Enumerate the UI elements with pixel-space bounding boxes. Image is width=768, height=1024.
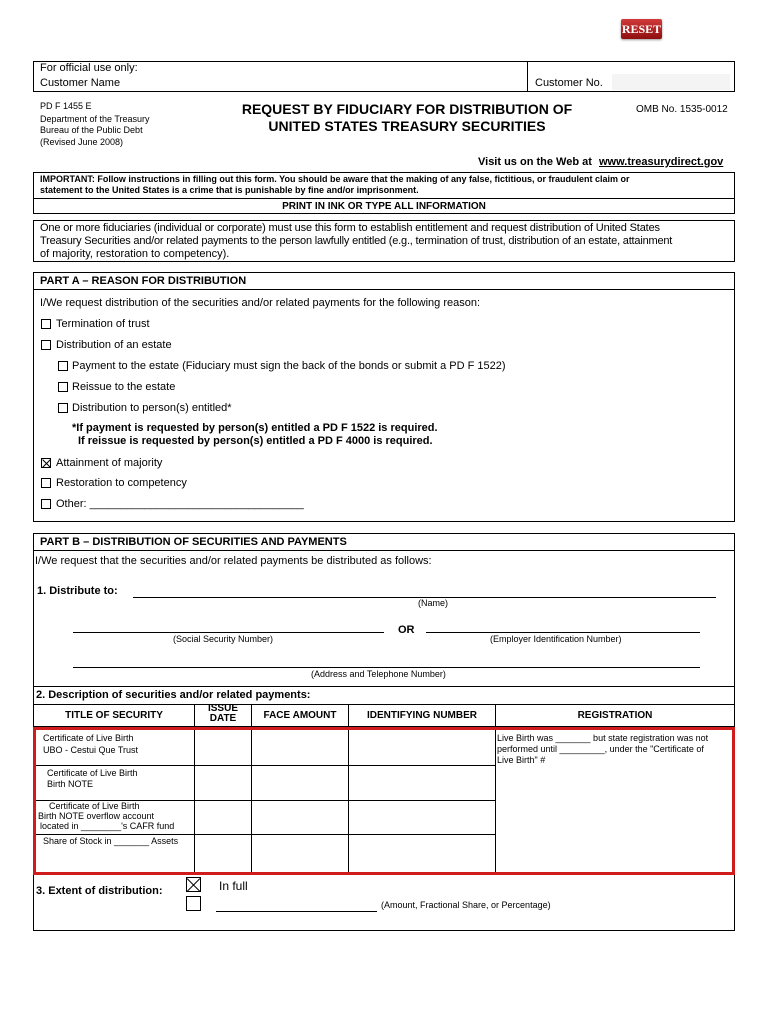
col-issue-date (195, 704, 251, 724)
highlight-box (33, 727, 735, 875)
col-identifying-number: IDENTIFYING NUMBER (367, 710, 477, 721)
note-line1: *If payment is requested by person(s) entitled a PD F 1522 is required. (72, 422, 438, 434)
extent-label: 3. Extent of distribution: (36, 885, 163, 897)
intro-line3: of majority, restoration to competency). (40, 248, 230, 260)
form-title-line2: UNITED STATES TREASURY SECURITIES (268, 118, 546, 134)
majority-checkbox[interactable] (41, 458, 51, 468)
row1-line2: UBO - Cestui Que Trust (43, 745, 139, 755)
other-checkbox[interactable] (41, 499, 51, 509)
desc-top-divider (33, 686, 735, 687)
intro-line1: One or more fiduciaries (individual or corporate) must use this form to establish entitlement and request distribution of United States (40, 222, 660, 234)
ein-line[interactable] (426, 632, 700, 633)
estate-checkbox[interactable] (41, 340, 51, 350)
competency-checkbox[interactable] (41, 478, 51, 488)
omb-number: OMB No. 1535-0012 (636, 104, 728, 115)
customer-name-label: Customer Name (40, 77, 121, 89)
dist-persons-checkbox[interactable] (58, 403, 68, 413)
in-full-checkbox[interactable] (186, 877, 201, 892)
or-label: OR (398, 624, 415, 636)
part-a-intro: I/We request distribution of the securities and/or related payments for the following reason: (40, 297, 481, 309)
row2-line1: Certificate of Live Birth (47, 768, 138, 778)
print-instruction: PRINT IN INK OR TYPE ALL INFORMATION (282, 201, 486, 212)
row2-line2: Birth NOTE (47, 779, 94, 789)
estate-label: Distribution of an estate (56, 339, 172, 351)
reset-button[interactable]: RESET (621, 19, 662, 39)
part-b-intro: I/We request that the securities and/or related payments be distributed as follows: (35, 555, 432, 567)
distribute-to-label: 1. Distribute to: (37, 585, 118, 597)
reissue-estate-label: Reissue to the estate (72, 381, 176, 393)
address-caption: (Address and Telephone Number) (311, 669, 446, 679)
visit-url-link[interactable]: www.treasurydirect.gov (599, 156, 724, 168)
col-face-amount: FACE AMOUNT (263, 710, 337, 721)
part-b-title: PART B – DISTRIBUTION OF SECURITIES AND PAYMENTS (40, 536, 347, 548)
address-line[interactable] (73, 667, 700, 668)
partial-checkbox[interactable] (186, 896, 201, 911)
registration-line1: Live Birth was _______ but state registration was not (497, 733, 709, 743)
col-registration: REGISTRATION (577, 710, 653, 721)
ein-caption: (Employer Identification Number) (490, 634, 622, 644)
dist-persons-label: Distribution to person(s) entitled* (72, 402, 232, 414)
row3-line3: located in ________'s CAFR fund (40, 821, 175, 831)
row4-line1: Share of Stock in _______ Assets (43, 836, 179, 846)
part-a-title-divider (33, 289, 735, 290)
bureau: Bureau of the Public Debt (40, 125, 143, 135)
form-title-line1: REQUEST BY FIDUCIARY FOR DISTRIBUTION OF (241, 101, 573, 117)
col-issue-date-label: ISSUE DATE (207, 703, 238, 724)
intro-line2: Treasury Securities and/or related payments to the person lawfully entitled (e.g., termination of trust, distribution of an estate, attainment (40, 235, 673, 247)
important-line1: IMPORTANT: Follow instructions in filling out this form. You should be aware that the making of any false, fictitious, or fraudulent claim or (40, 174, 630, 184)
part-a-title: PART A – REASON FOR DISTRIBUTION (40, 275, 247, 287)
row3-line1: Certificate of Live Birth (49, 801, 140, 811)
note-line2: If reissue is requested by person(s) entitled a PD F 4000 is required. (78, 435, 433, 447)
amount-caption: (Amount, Fractional Share, or Percentage) (381, 900, 551, 910)
desc-heading: 2. Description of securities and/or related payments: (36, 689, 311, 701)
other-label[interactable]: Other: ___________________________________ (56, 498, 304, 510)
customer-no-field[interactable] (612, 74, 730, 90)
form-number: PD F 1455 E (40, 101, 92, 111)
col-title-of-security: TITLE OF SECURITY (65, 710, 163, 721)
name-caption: (Name) (418, 598, 449, 608)
in-full-label: In full (219, 879, 248, 893)
visit-prefix: Visit us on the Web at (478, 156, 592, 168)
payment-estate-label: Payment to the estate (Fiduciary must sign the back of the bonds or submit a PD F 1522) (72, 360, 506, 372)
row1-line1: Certificate of Live Birth (43, 733, 134, 743)
part-b-title-divider (33, 550, 735, 551)
ssn-line[interactable] (73, 632, 384, 633)
official-divider (527, 61, 528, 92)
official-use-label: For official use only: (40, 62, 138, 74)
payment-estate-checkbox[interactable] (58, 361, 68, 371)
competency-label: Restoration to competency (56, 477, 187, 489)
majority-label: Attainment of majority (56, 457, 163, 469)
ssn-caption: (Social Security Number) (173, 634, 274, 644)
revised-date: (Revised June 2008) (40, 137, 124, 147)
important-divider (33, 198, 735, 199)
registration-line2: performed until _________, under the "Certificate of (497, 744, 704, 754)
desc-heading-divider (33, 704, 735, 705)
termination-checkbox[interactable] (41, 319, 51, 329)
important-line2: statement to the United States is a crime that is punishable by fine and/or imprisonment. (40, 185, 419, 195)
row3-line2: Birth NOTE overflow account (38, 811, 155, 821)
amount-line[interactable] (216, 911, 377, 912)
reissue-estate-checkbox[interactable] (58, 382, 68, 392)
department: Department of the Treasury (40, 114, 150, 124)
customer-no-label: Customer No. (535, 77, 603, 89)
termination-label: Termination of trust (56, 318, 150, 330)
registration-line3: Live Birth" # (497, 755, 546, 765)
